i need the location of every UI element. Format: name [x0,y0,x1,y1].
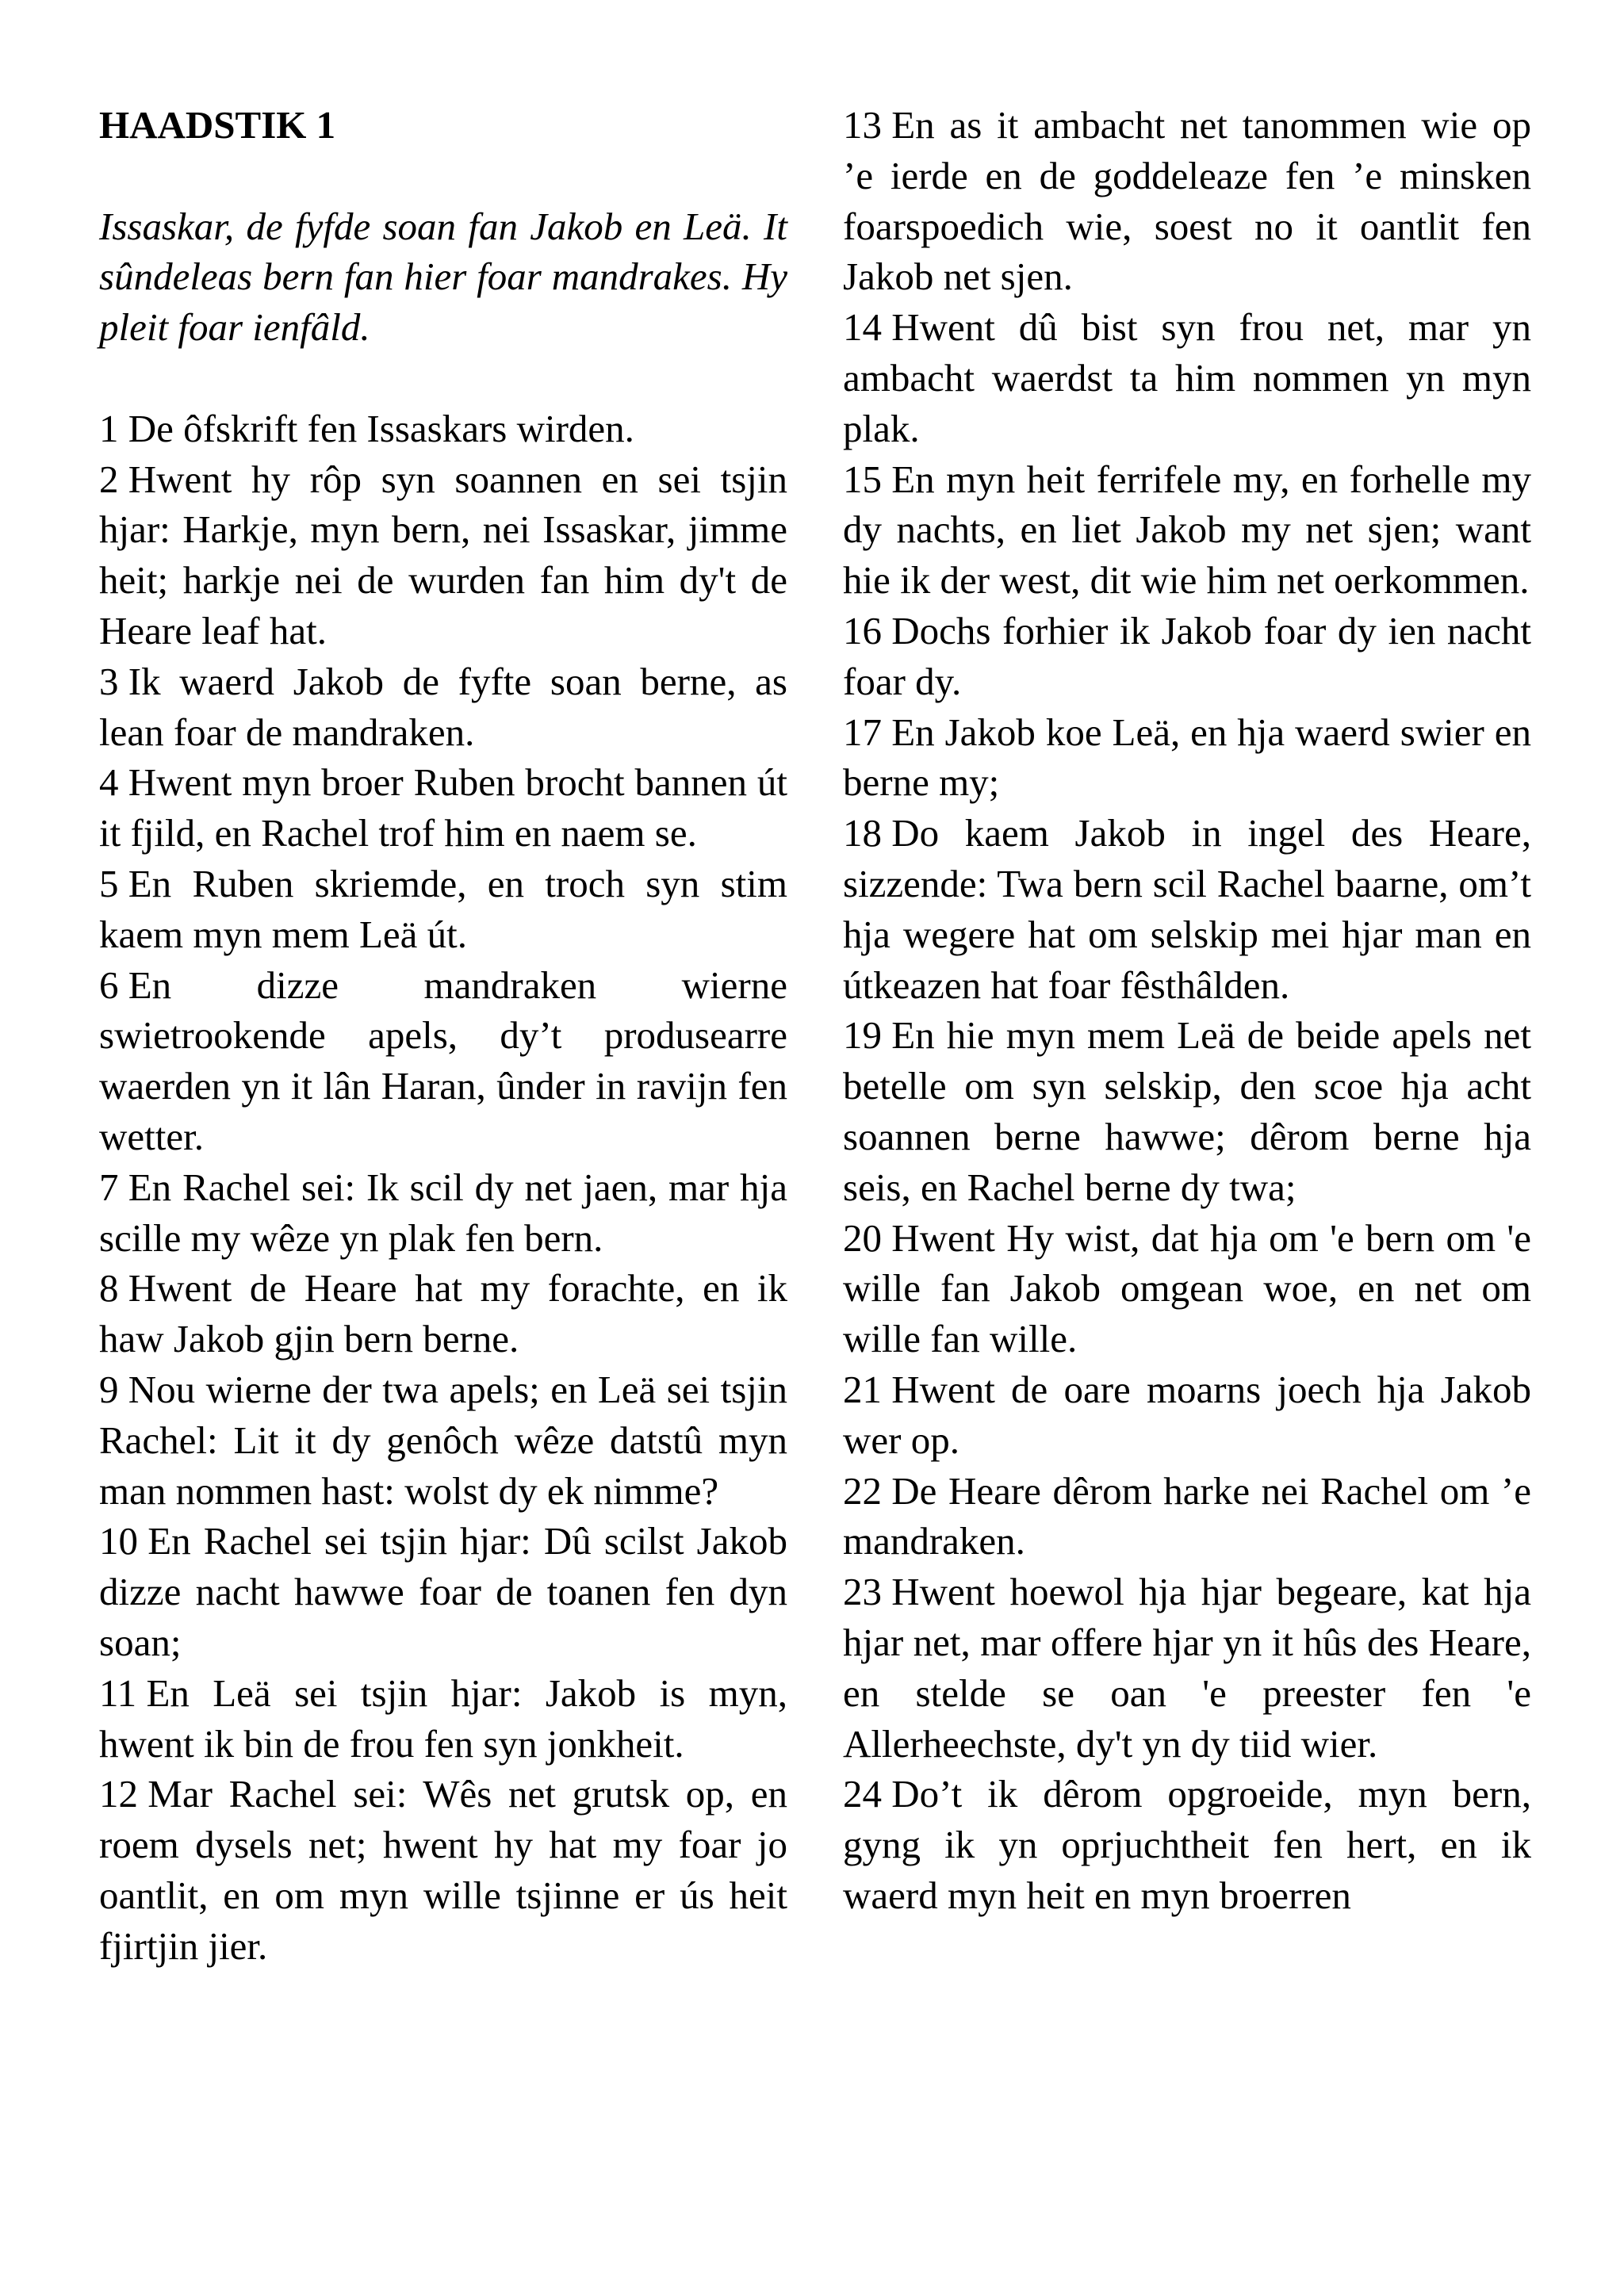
verse [843,1769,1531,1920]
verse [99,1364,787,1516]
verse [843,808,1531,1010]
verse [99,757,787,859]
verse-number: 8 [99,1266,119,1311]
verse-number: 12 [99,1772,138,1816]
right-column [843,100,1531,1921]
left-verse-list [99,404,787,1972]
verse-text: Do kaem Jakob in ingel des Heare, sizzende: Twa bern scil Rachel baarne, om’t hja wegere hat om selskip mei hjar man en útkeazen hat foar fêsthâlden. [843,811,1531,1007]
verse [843,100,1531,302]
verse-number: 10 [99,1519,138,1563]
verse [99,859,787,960]
right-verse-list [843,100,1531,1921]
verse-text: En Jakob koe Leä, en hja waerd swier en berne my; [843,710,1531,805]
verse-text: Ik waerd Jakob de fyfte soan berne, as lean foar de mandraken. [99,659,787,754]
verse [843,707,1531,809]
verse-number: 11 [99,1670,137,1715]
verse-number: 16 [843,608,882,652]
verse-text: En hie myn mem Leä de beide apels net betelle om syn selskip, den scoe hja acht soannen berne hawwe; dêrom berne hja seis, en Rachel berne dy twa; [843,1013,1531,1209]
verse [843,1567,1531,1769]
verse-number: 7 [99,1165,119,1209]
verse [843,302,1531,453]
verse [99,656,787,758]
verse-number: 21 [843,1367,882,1411]
verse-text: Mar Rachel sei: Wês net grutsk op, en roem dysels net; hwent hy hat my foar jo oantlit, en om myn wille tsjinne er ús heit fjirtjin jier. [99,1772,787,1968]
verse-text: En Rachel sei tsjin hjar: Dû scilst Jakob dizze nacht hawwe foar de toanen fen dyn soan; [99,1519,787,1664]
verse [843,1466,1531,1567]
chapter-heading: HAADSTIK 1 [99,103,336,147]
verse [99,960,787,1162]
verse [843,454,1531,606]
verse [99,1668,787,1770]
verse [99,1769,787,1971]
verse-text: Hwent myn broer Ruben brocht bannen út it fjild, en Rachel trof him en naem se. [99,760,787,855]
verse-text: En Ruben skriemde, en troch syn stim kaem myn mem Leä út. [99,861,787,956]
verse-number: 20 [843,1215,882,1260]
verse-number: 24 [843,1772,882,1816]
verse-text: En Rachel sei: Ik scil dy net jaen, mar hja scille my wêze yn plak fen bern. [99,1165,787,1260]
verse-number: 15 [843,457,882,501]
verse-text: Hwent Hy wist, dat hja om 'e bern om 'e wille fan Jakob omgean woe, en net om wille fan wille. [843,1215,1531,1361]
verse [99,1162,787,1264]
verse-number: 18 [843,811,882,855]
verse [99,404,787,454]
verse-number: 3 [99,659,119,703]
verse-text: De Heare dêrom harke nei Rachel om ’e mandraken. [843,1468,1531,1563]
verse-text: Dochs forhier ik Jakob foar dy ien nacht foar dy. [843,608,1531,703]
verse-text: En dizze mandraken wierne swietrookende apels, dy’t produsearre waerden yn it lân Haran, ûnder in ravijn fen wetter. [99,962,787,1158]
verse-number: 19 [843,1013,882,1058]
verse-number: 9 [99,1367,119,1411]
verse [843,606,1531,707]
verse [843,1010,1531,1212]
verse-number: 22 [843,1468,882,1513]
verse [99,454,787,656]
verse-text: Nou wierne der twa apels; en Leä sei tsjin Rachel: Lit it dy genôch wêze datstû myn man nommen hast: wolst dy ek nimme? [99,1367,787,1513]
verse-text: En myn heit ferrifele my, en forhelle my dy nachts, en liet Jakob my net sjen; want hie ik der west, dit wie him net oerkommen. [843,457,1531,603]
verse-text: Hwent de oare moarns joech hja Jakob wer op. [843,1367,1531,1462]
verse-number: 5 [99,861,119,905]
verse [843,1364,1531,1466]
verse-number: 4 [99,760,119,805]
verse-text: En as it ambacht net tanommen wie op ’e ierde en de goddeleaze fen ’e minsken foarspoedich wie, soest no it oantlit fen Jakob net sjen. [843,103,1531,299]
verse [99,1516,787,1667]
verse-text: En Leä sei tsjin hjar: Jakob is myn, hwent ik bin de frou fen syn jonkheit. [99,1670,787,1766]
verse-text: Hwent hy rôp syn soannen en sei tsjin hjar: Harkje, myn bern, nei Issaskar, jimme heit; harkje nei de wurden fan him dy't de Heare leaf hat. [99,457,787,652]
verse-text: Hwent dû bist syn frou net, mar yn ambacht waerdst ta him nommen yn myn plak. [843,305,1531,450]
verse [99,1263,787,1364]
verse-number: 6 [99,962,119,1007]
verse-number: 23 [843,1570,882,1614]
chapter-summary: Issaskar, de fyfde soan fan Jakob en Leä. It sûndeleas bern fan hier foar mandrakes. Hy pleit foar ienfâld. [99,204,787,350]
verse-number: 13 [843,103,882,147]
verse-number: 14 [843,305,882,350]
verse-number: 1 [99,406,119,450]
verse-text: Do’t ik dêrom opgroeide, myn bern, gyng ik yn oprjuchtheit fen hert, en ik waerd myn heit en myn broerren [843,1772,1531,1917]
verse-number: 17 [843,710,882,754]
verse-text: Hwent de Heare hat my forachte, en ik haw Jakob gjin bern berne. [99,1266,787,1361]
verse-number: 2 [99,457,119,501]
left-column [99,100,787,1971]
verse [843,1213,1531,1364]
verse-text: Hwent hoewol hja hjar begeare, kat hja hjar net, mar offere hjar yn it hûs des Heare, en stelde se oan 'e preester fen 'e Allerheechste, dy't yn dy tiid wier. [843,1570,1531,1766]
verse-text: De ôfskrift fen Issaskars wirden. [128,406,634,450]
